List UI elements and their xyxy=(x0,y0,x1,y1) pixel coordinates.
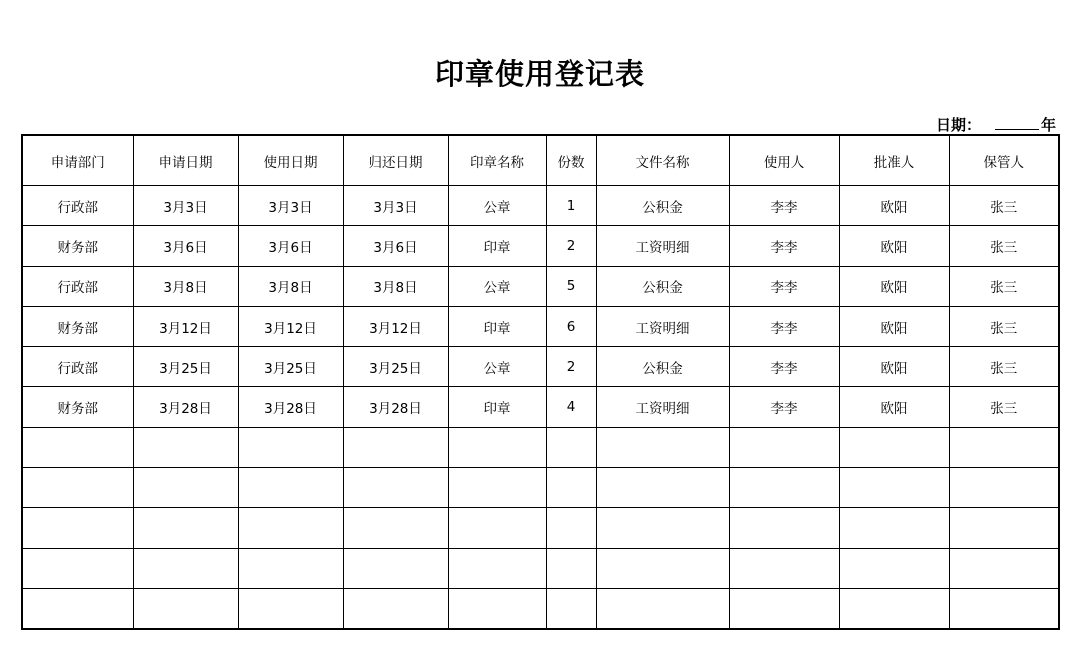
cell-user[interactable] xyxy=(729,468,839,508)
header-apply-date: 申请日期 xyxy=(133,135,238,186)
cell-approver[interactable] xyxy=(839,468,949,508)
cell-approver[interactable] xyxy=(839,588,949,629)
cell-apply-date[interactable] xyxy=(133,508,238,548)
cell-seal-name[interactable]: 公章 xyxy=(448,266,546,306)
table-row xyxy=(22,427,1059,467)
cell-user[interactable]: 李李 xyxy=(729,306,839,346)
cell-return-date[interactable] xyxy=(343,508,448,548)
cell-copies[interactable] xyxy=(546,588,596,629)
header-keeper: 保管人 xyxy=(949,135,1059,186)
cell-apply-date[interactable] xyxy=(133,427,238,467)
cell-use-date[interactable]: 3月8日 xyxy=(238,266,343,306)
header-use-date: 使用日期 xyxy=(238,135,343,186)
cell-copies[interactable] xyxy=(546,427,596,467)
cell-keeper[interactable]: 张三 xyxy=(949,266,1059,306)
cell-apply-date[interactable]: 3月28日 xyxy=(133,387,238,427)
cell-seal-name[interactable]: 印章 xyxy=(448,226,546,266)
cell-use-date[interactable] xyxy=(238,468,343,508)
cell-user[interactable] xyxy=(729,427,839,467)
cell-keeper[interactable] xyxy=(949,588,1059,629)
cell-use-date[interactable]: 3月25日 xyxy=(238,347,343,387)
cell-apply-date[interactable]: 3月12日 xyxy=(133,306,238,346)
header-row xyxy=(22,135,1059,186)
cell-keeper[interactable] xyxy=(949,468,1059,508)
cell-copies[interactable] xyxy=(546,508,596,548)
cell-keeper[interactable]: 张三 xyxy=(949,347,1059,387)
cell-approver[interactable]: 欧阳 xyxy=(839,226,949,266)
cell-return-date[interactable]: 3月6日 xyxy=(343,226,448,266)
cell-use-date[interactable] xyxy=(238,588,343,629)
cell-return-date[interactable]: 3月3日 xyxy=(343,186,448,226)
cell-seal-name[interactable]: 公章 xyxy=(448,347,546,387)
cell-return-date[interactable] xyxy=(343,588,448,629)
cell-return-date[interactable]: 3月12日 xyxy=(343,306,448,346)
cell-user[interactable]: 李李 xyxy=(729,186,839,226)
cell-seal-name[interactable] xyxy=(448,588,546,629)
cell-copies[interactable]: 1 xyxy=(546,186,596,226)
table-row xyxy=(22,347,1059,387)
cell-return-date[interactable] xyxy=(343,468,448,508)
header-return-date: 归还日期 xyxy=(343,135,448,186)
year-suffix: 年 xyxy=(1040,116,1056,134)
cell-apply-date[interactable]: 3月6日 xyxy=(133,226,238,266)
cell-user[interactable] xyxy=(729,548,839,588)
cell-use-date[interactable]: 3月6日 xyxy=(238,226,343,266)
cell-keeper[interactable] xyxy=(949,427,1059,467)
table-row xyxy=(22,186,1059,226)
header-user: 使用人 xyxy=(729,135,839,186)
cell-keeper[interactable]: 张三 xyxy=(949,387,1059,427)
cell-return-date[interactable] xyxy=(343,427,448,467)
table-row xyxy=(22,468,1059,508)
cell-department[interactable]: 财务部 xyxy=(22,226,133,266)
cell-copies[interactable] xyxy=(546,548,596,588)
page-title: 印章使用登记表 xyxy=(434,57,645,91)
cell-department[interactable]: 行政部 xyxy=(22,186,133,226)
cell-approver[interactable] xyxy=(839,508,949,548)
cell-approver[interactable]: 欧阳 xyxy=(839,387,949,427)
cell-approver[interactable]: 欧阳 xyxy=(839,347,949,387)
cell-copies[interactable]: 4 xyxy=(546,387,596,427)
table-row xyxy=(22,508,1059,548)
table-row xyxy=(22,266,1059,306)
cell-document-name[interactable]: 公积金 xyxy=(596,266,729,306)
cell-approver[interactable]: 欧阳 xyxy=(839,186,949,226)
table-body xyxy=(22,186,1059,630)
cell-department[interactable]: 财务部 xyxy=(22,387,133,427)
cell-apply-date[interactable]: 3月8日 xyxy=(133,266,238,306)
cell-user[interactable]: 李李 xyxy=(729,387,839,427)
cell-apply-date[interactable]: 3月3日 xyxy=(133,186,238,226)
cell-use-date[interactable]: 3月28日 xyxy=(238,387,343,427)
cell-document-name[interactable]: 工资明细 xyxy=(596,306,729,346)
cell-return-date[interactable]: 3月25日 xyxy=(343,347,448,387)
cell-keeper[interactable] xyxy=(949,548,1059,588)
cell-use-date[interactable] xyxy=(238,508,343,548)
header-seal-name: 印章名称 xyxy=(448,135,546,186)
table-row xyxy=(22,306,1059,346)
cell-approver[interactable]: 欧阳 xyxy=(839,306,949,346)
table-row xyxy=(22,548,1059,588)
cell-use-date[interactable]: 3月12日 xyxy=(238,306,343,346)
header-copies: 份数 xyxy=(546,135,596,186)
cell-apply-date[interactable]: 3月25日 xyxy=(133,347,238,387)
header-department: 申请部门 xyxy=(22,135,133,186)
cell-apply-date[interactable] xyxy=(133,588,238,629)
cell-document-name[interactable] xyxy=(596,588,729,629)
cell-keeper[interactable] xyxy=(949,508,1059,548)
cell-seal-name[interactable] xyxy=(448,548,546,588)
cell-department[interactable]: 财务部 xyxy=(22,306,133,346)
cell-seal-name[interactable]: 印章 xyxy=(448,387,546,427)
cell-document-name[interactable]: 公积金 xyxy=(596,347,729,387)
year-blank[interactable] xyxy=(995,117,1039,130)
cell-user[interactable]: 李李 xyxy=(729,226,839,266)
cell-document-name[interactable] xyxy=(596,427,729,467)
cell-department[interactable] xyxy=(22,548,133,588)
cell-copies[interactable]: 2 xyxy=(546,347,596,387)
cell-department[interactable]: 行政部 xyxy=(22,347,133,387)
cell-use-date[interactable] xyxy=(238,548,343,588)
table-row xyxy=(22,387,1059,427)
cell-use-date[interactable] xyxy=(238,427,343,467)
cell-user[interactable]: 李李 xyxy=(729,266,839,306)
cell-document-name[interactable] xyxy=(596,508,729,548)
header-approver: 批准人 xyxy=(839,135,949,186)
table-row xyxy=(22,226,1059,266)
cell-approver[interactable] xyxy=(839,548,949,588)
table-row xyxy=(22,588,1059,629)
cell-keeper[interactable]: 张三 xyxy=(949,186,1059,226)
cell-approver[interactable]: 欧阳 xyxy=(839,266,949,306)
cell-seal-name[interactable]: 印章 xyxy=(448,306,546,346)
cell-copies[interactable]: 2 xyxy=(546,226,596,266)
cell-user[interactable] xyxy=(729,508,839,548)
cell-seal-name[interactable]: 公章 xyxy=(448,186,546,226)
cell-department[interactable] xyxy=(22,508,133,548)
cell-seal-name[interactable] xyxy=(448,427,546,467)
cell-seal-name[interactable] xyxy=(448,508,546,548)
cell-seal-name[interactable] xyxy=(448,468,546,508)
cell-department[interactable] xyxy=(22,588,133,629)
cell-copies[interactable]: 6 xyxy=(546,306,596,346)
cell-use-date[interactable]: 3月3日 xyxy=(238,186,343,226)
cell-apply-date[interactable] xyxy=(133,548,238,588)
cell-copies[interactable]: 5 xyxy=(546,266,596,306)
cell-keeper[interactable]: 张三 xyxy=(949,306,1059,346)
cell-document-name[interactable]: 工资明细 xyxy=(596,387,729,427)
cell-apply-date[interactable] xyxy=(133,468,238,508)
cell-department[interactable] xyxy=(22,468,133,508)
cell-keeper[interactable]: 张三 xyxy=(949,226,1059,266)
cell-document-name[interactable]: 公积金 xyxy=(596,186,729,226)
cell-return-date[interactable] xyxy=(343,548,448,588)
cell-department[interactable]: 行政部 xyxy=(22,266,133,306)
cell-return-date[interactable]: 3月28日 xyxy=(343,387,448,427)
cell-copies[interactable] xyxy=(546,468,596,508)
date-label: 日期： xyxy=(935,116,981,134)
cell-department[interactable] xyxy=(22,427,133,467)
cell-document-name[interactable]: 工资明细 xyxy=(596,226,729,266)
date-field xyxy=(936,114,1056,135)
cell-document-name[interactable] xyxy=(596,468,729,508)
cell-document-name[interactable] xyxy=(596,548,729,588)
cell-approver[interactable] xyxy=(839,427,949,467)
cell-user[interactable]: 李李 xyxy=(729,347,839,387)
seal-usage-table xyxy=(21,134,1060,630)
cell-user[interactable] xyxy=(729,588,839,629)
header-document-name: 文件名称 xyxy=(596,135,729,186)
cell-return-date[interactable]: 3月8日 xyxy=(343,266,448,306)
